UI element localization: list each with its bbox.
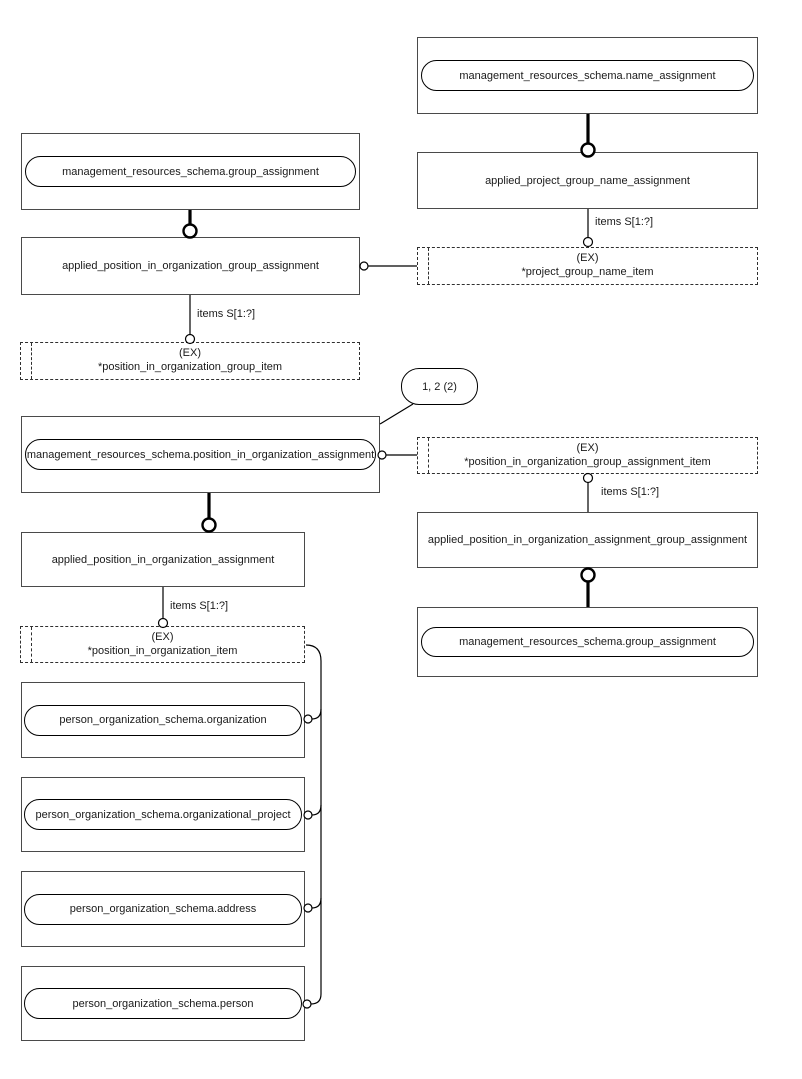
node-position-in-organization-item xyxy=(20,626,305,663)
page-ref-label: 1, 2 (2) xyxy=(422,380,457,393)
rel-address-branch-line xyxy=(312,898,321,908)
node-name-assignment-label: management_resources_schema.name_assignment xyxy=(459,69,716,82)
node-position-in-organization-item-tag: (EX) xyxy=(151,630,174,643)
node-applied-position-in-organization-assignment-group-assignment xyxy=(417,512,758,568)
node-organization-box xyxy=(21,682,305,758)
node-applied-position-in-organization-group-assignment xyxy=(21,237,360,295)
node-organization-label: person_organization_schema.organization xyxy=(59,714,267,726)
extension-bar-icon xyxy=(31,627,32,662)
rel-right-group-circle-icon xyxy=(582,569,595,582)
rel-address-circle-icon xyxy=(304,904,312,912)
node-project-group-name-item-label: *project_group_name_item xyxy=(521,266,654,278)
node-person-shape xyxy=(24,988,302,1019)
node-organizational-project-box xyxy=(21,777,305,852)
node-applied-position-in-organization-group-assignment-label: applied_position_in_organization_group_assignment xyxy=(62,260,319,272)
node-position-in-organization-assignment-shape xyxy=(25,439,376,470)
page-ref-oval xyxy=(401,368,478,405)
rel-organization-branch-line xyxy=(312,709,321,719)
node-address-label: person_organization_schema.address xyxy=(69,903,257,915)
node-person-box xyxy=(21,966,305,1041)
items-label-mid-left: items S[1:?] xyxy=(170,600,229,612)
node-address-box xyxy=(21,871,305,947)
extension-bar-icon xyxy=(31,343,32,379)
rel-group-assignment-circle-icon xyxy=(184,225,197,238)
node-applied-position-in-organization-assignment-group-assignment-label: applied_position_in_organization_assignment_group_assignment xyxy=(427,534,748,546)
rel-item-items-circle-icon xyxy=(584,474,593,483)
rel-organization-circle-icon xyxy=(304,715,312,723)
node-position-in-organization-group-assignment-item-label: *position_in_organization_group_assignment_item xyxy=(464,455,711,468)
items-label-top-right: items S[1:?] xyxy=(595,216,654,228)
node-group-assignment-top-left-label: management_resources_schema.group_assignment xyxy=(62,165,319,178)
node-position-in-organization-assignment-box xyxy=(21,416,380,493)
node-organizational-project-label: person_organization_schema.organizational_project xyxy=(35,808,291,821)
select-trunk-line xyxy=(306,645,321,1004)
extension-bar-icon xyxy=(428,248,429,284)
extension-bar-icon xyxy=(428,438,429,473)
node-name-assignment-box xyxy=(417,37,758,114)
rel-group-to-item-circle-icon xyxy=(360,262,368,270)
node-organizational-project-shape xyxy=(24,799,302,830)
node-project-group-name-item xyxy=(417,247,758,285)
items-label-mid-right: items S[1:?] xyxy=(601,486,660,498)
rel-organizational-project-circle-icon xyxy=(304,811,312,819)
node-position-in-organization-assignment-label: management_resources_schema.position_in_organization_assignment xyxy=(26,448,375,461)
items-label-top-left: items S[1:?] xyxy=(197,308,256,320)
node-organization-shape xyxy=(24,705,302,736)
node-address-shape xyxy=(24,894,302,925)
rel-organizational-project-branch-line xyxy=(312,805,321,815)
rel-position-applied-circle-icon xyxy=(203,519,216,532)
node-position-in-organization-group-item-tag: (EX) xyxy=(179,347,201,360)
node-applied-project-group-name-assignment xyxy=(417,152,758,209)
page-ref-connector-line xyxy=(380,404,413,424)
node-position-in-organization-group-item xyxy=(20,342,360,380)
rel-project-items-circle-icon xyxy=(584,238,593,247)
node-project-group-name-item-tag: (EX) xyxy=(576,252,599,265)
node-position-in-organization-group-item-label: *position_in_organization_group_item xyxy=(97,361,283,373)
node-group-assignment-top-left-box xyxy=(21,133,360,210)
node-group-assignment-top-left-shape xyxy=(25,156,356,187)
node-person-label: person_organization_schema.person xyxy=(72,997,254,1010)
node-group-assignment-bottom-right-label: management_resources_schema.group_assignment xyxy=(459,636,716,648)
node-position-in-organization-group-assignment-item-tag: (EX) xyxy=(576,441,599,454)
node-name-assignment-shape xyxy=(421,60,754,91)
node-group-assignment-bottom-right-shape xyxy=(421,627,754,657)
node-applied-position-in-organization-assignment xyxy=(21,532,305,587)
node-position-in-organization-item-label: *position_in_organization_item xyxy=(87,644,238,657)
node-group-assignment-bottom-right-box xyxy=(417,607,758,677)
node-applied-position-in-organization-assignment-label: applied_position_in_organization_assignment xyxy=(51,553,275,566)
node-applied-project-group-name-assignment-label: applied_project_group_name_assignment xyxy=(485,174,690,187)
node-position-in-organization-group-assignment-item xyxy=(417,437,758,474)
